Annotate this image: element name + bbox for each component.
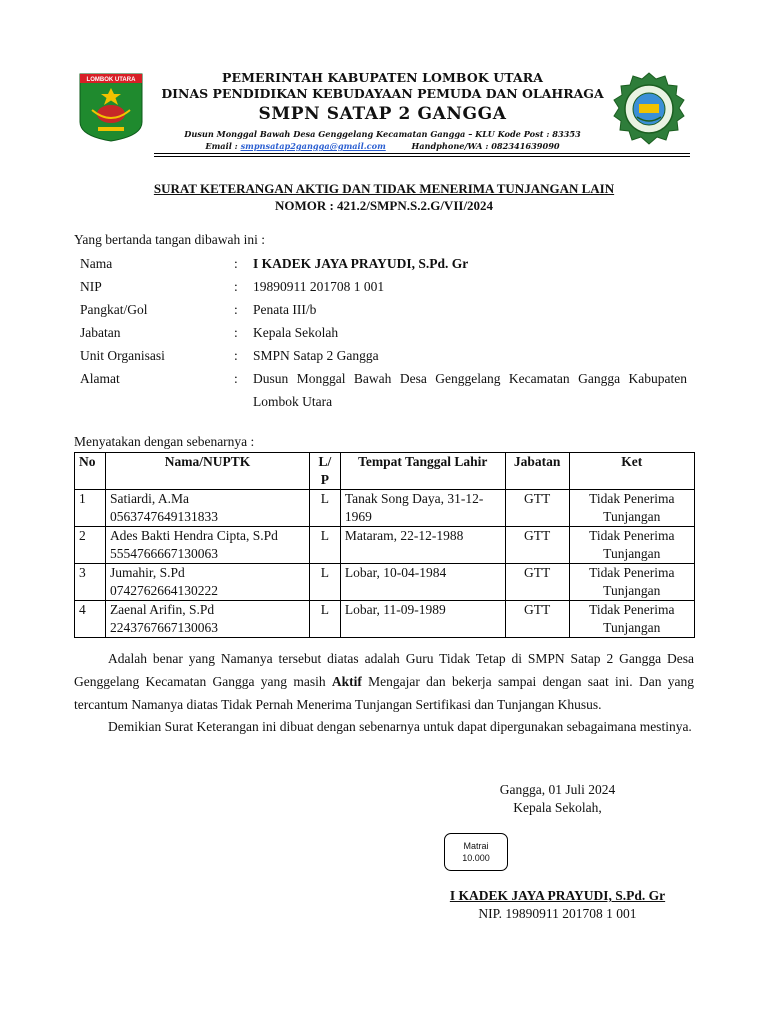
cell-position: GTT (505, 601, 569, 638)
identity-value: SMPN Satap 2 Gangga (253, 348, 379, 363)
document-title (74, 180, 694, 214)
teacher-name: Ades Bakti Hendra Cipta, S.Pd (109, 528, 278, 543)
cell-note: Tidak Penerima Tunjangan (569, 490, 694, 527)
government-name: PEMERINTAH KABUPATEN LOMBOK UTARA (221, 70, 544, 85)
staff-table (74, 452, 695, 638)
column-header: No (75, 453, 106, 490)
letterhead-rule-thin (154, 156, 690, 157)
identity-colon: : (234, 325, 238, 340)
teacher-nuptk: 0563747649131833 (109, 509, 218, 524)
statement-intro: Menyatakan dengan sebenarnya : (74, 434, 255, 449)
column-header: Tempat Tanggal Lahir (340, 453, 505, 490)
cell-position: GTT (505, 564, 569, 601)
cell-gender: L (309, 601, 340, 638)
column-header: L/ P (309, 453, 340, 490)
letterhead (150, 70, 615, 152)
document-number: NOMOR : 421.2/SMPN.S.2.G/VII/2024 (274, 198, 494, 213)
cell-no: 1 (75, 490, 106, 527)
cell-no: 3 (75, 564, 106, 601)
teacher-name: Jumahir, S.Pd (109, 565, 185, 580)
intro-text: Yang bertanda tangan dibawah ini : (74, 232, 265, 247)
paragraph-text: Adalah benar yang Namanya tersebut diatas adalah Guru Tidak Tetap di SMPN Satap 2 Gangga Desa Genggelang Kecamatan Gangga yang masih (74, 651, 694, 689)
paragraph-text: Demikian Surat Keterangan ini dibuat dengan sebenarnya untuk dapat dipergunakan sebagaimana mestinya. (108, 719, 692, 734)
identity-label: Alamat (80, 371, 120, 386)
school-logo (609, 71, 689, 151)
cell-no: 2 (75, 527, 106, 564)
cell-name (105, 527, 309, 564)
cell-gender: L (309, 490, 340, 527)
email-label: Email : (205, 141, 238, 151)
signature-position: Kepala Sekolah, (513, 800, 602, 815)
paragraph-text: Mengajar dan bekerja sampai dengan saat ini. Dan yang tercantum Namanya diatas Tidak Pernah Menerima Tunjangan Sertifikasi dan Tunjangan Khusus. (74, 674, 694, 712)
cell-name (105, 601, 309, 638)
table-row (75, 527, 695, 564)
cell-birth: Lobar, 11-09-1989 (340, 601, 505, 638)
closing-paragraph (74, 715, 694, 738)
letterhead-rule-thick (154, 153, 690, 154)
identity-label: Jabatan (80, 325, 121, 340)
identity-colon: : (234, 256, 238, 271)
school-name: SMPN SATAP 2 GANGGA (258, 104, 507, 124)
statement-paragraph (74, 647, 694, 716)
identity-colon: : (234, 371, 238, 386)
identity-label: Nama (80, 256, 113, 271)
cell-no: 4 (75, 601, 106, 638)
email-link[interactable]: smpnsatap2gangga@gmail.com (240, 141, 386, 151)
cell-position: GTT (505, 527, 569, 564)
lombok-utara-logo (78, 72, 144, 142)
teacher-name: Satiardi, A.Ma (109, 491, 190, 506)
stamp-value: 10.000 (462, 853, 490, 863)
cell-note: Tidak Penerima Tunjangan (569, 527, 694, 564)
cell-name (105, 564, 309, 601)
identity-label: Pangkat/Gol (80, 302, 148, 317)
cell-gender: L (309, 564, 340, 601)
teacher-nuptk: 5554766667130063 (109, 546, 218, 561)
identity-value: Kepala Sekolah (253, 325, 339, 340)
cell-note: Tidak Penerima Tunjangan (569, 564, 694, 601)
column-header: Ket (569, 453, 694, 490)
school-address: Dusun Monggal Bawah Desa Genggelang Kecamatan Gangga – KLU Kode Post : 83353 (184, 129, 581, 139)
department-name: DINAS PENDIDIKAN KEBUDAYAAN PEMUDA DAN OLAHRAGA (161, 86, 604, 101)
identity-label: Unit Organisasi (80, 348, 165, 363)
table-row (75, 490, 695, 527)
cell-note: Tidak Penerima Tunjangan (569, 601, 694, 638)
title-main: SURAT KETERANGAN AKTIG DAN TIDAK MENERIMA TUNJANGAN LAIN (153, 181, 615, 196)
column-header: Nama/NUPTK (105, 453, 309, 490)
contact-line (150, 140, 615, 152)
identity-value: 19890911 201708 1 001 (253, 279, 385, 294)
signatory-nip: NIP. 19890911 201708 1 001 (478, 906, 637, 921)
signature-place-date: Gangga, 01 Juli 2024 (499, 782, 616, 797)
stamp-label: Matrai (463, 841, 489, 851)
phone-number: Handphone/WA : 082341639090 (411, 141, 560, 151)
cell-name (105, 490, 309, 527)
cell-birth: Tanak Song Daya, 31-12-1969 (340, 490, 505, 527)
column-header: Jabatan (505, 453, 569, 490)
teacher-nuptk: 0742762664130222 (109, 583, 218, 598)
teacher-name: Zaenal Arifin, S.Pd (109, 602, 215, 617)
cell-birth: Mataram, 22-12-1988 (340, 527, 505, 564)
identity-colon: : (234, 279, 238, 294)
identity-value: Dusun Monggal Bawah Desa Genggelang Kecamatan Gangga Kabupaten Lombok Utara (253, 371, 687, 409)
duty-stamp (444, 833, 508, 871)
table-row (75, 601, 695, 638)
teacher-nuptk: 2243767667130063 (109, 620, 218, 635)
identity-value: Penata III/b (253, 302, 317, 317)
signatory-name: I KADEK JAYA PRAYUDI, S.Pd. Gr (449, 888, 666, 903)
identity-value: I KADEK JAYA PRAYUDI, S.Pd. Gr (253, 256, 469, 271)
identity-colon: : (234, 302, 238, 317)
table-row (75, 564, 695, 601)
cell-gender: L (309, 527, 340, 564)
cell-birth: Lobar, 10-04-1984 (340, 564, 505, 601)
active-status: Aktif (331, 674, 362, 689)
table-header-row (75, 453, 695, 490)
logo-label: LOMBOK UTARA (86, 77, 136, 83)
identity-label: NIP (80, 279, 102, 294)
cell-position: GTT (505, 490, 569, 527)
identity-colon: : (234, 348, 238, 363)
